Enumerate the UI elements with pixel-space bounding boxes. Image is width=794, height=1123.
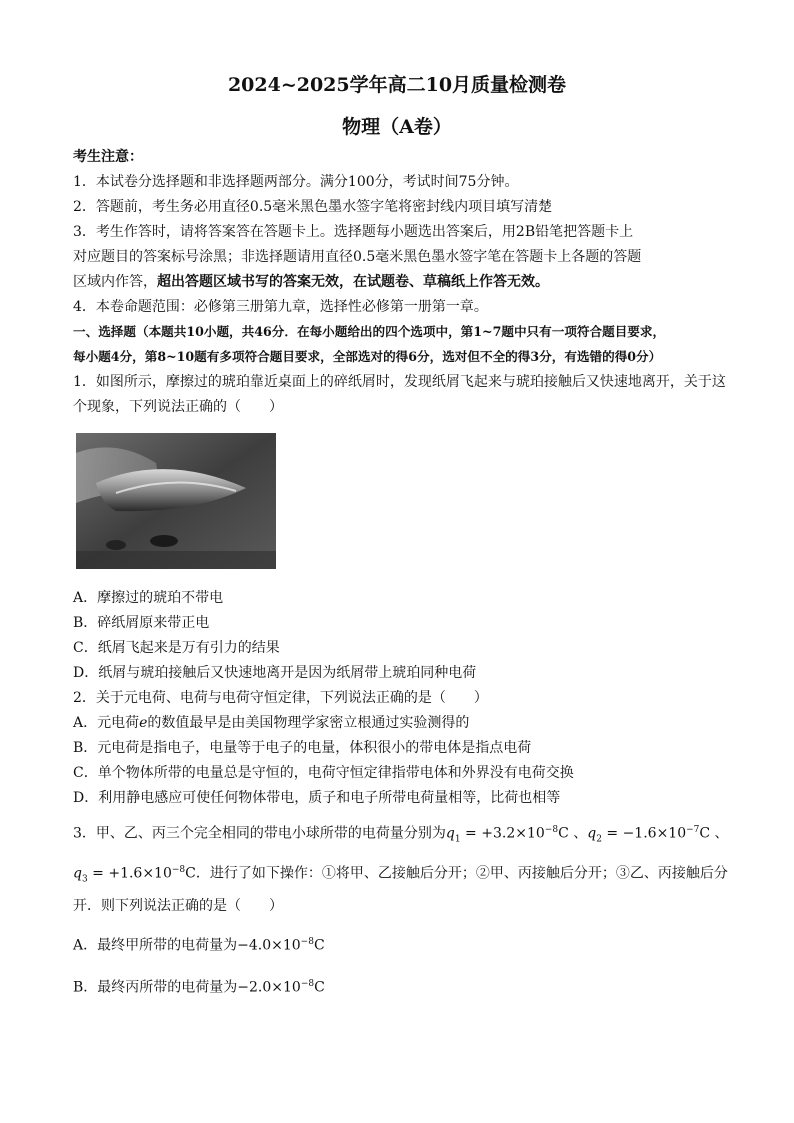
q1-option-d: D．纸屑与琥珀接触后又快速地离开是因为纸屑带上琥珀同种电荷 — [73, 665, 477, 681]
q3-q3-symbol: q — [73, 865, 82, 882]
notice-item-1: 1．本试卷分选择题和非选择题两部分。满分100分，考试时间75分钟。 — [73, 174, 519, 190]
q2-option-a — [73, 713, 733, 733]
q3-q1-unit: C 、 — [558, 825, 588, 842]
q3-stem-line-2 — [73, 860, 733, 889]
q2-option-a-pre: A．元电荷 — [73, 715, 140, 731]
q3-option-b-exponent: −8 — [300, 979, 315, 989]
section-1-instructions-line-1: 一、选择题（本题共10小题，共46分．在每小题给出的四个选项中，第1~7题中只有一项符合题目要求， — [73, 324, 666, 339]
q3-q2-exponent: −7 — [686, 825, 700, 835]
q3-stem-line-1 — [73, 820, 733, 849]
q3-option-a-text: A．最终甲所带的电荷量为−4.0×10 — [73, 937, 301, 954]
q3-option-a-exponent: −8 — [300, 937, 314, 947]
q2-stem: 2．关于元电荷、电荷与电荷守恒定律，下列说法正确的是（ ） — [73, 690, 488, 706]
q1-option-b: B．碎纸屑原来带正电 — [73, 615, 210, 631]
section-1-instructions-line-2: 每小题4分，第8~10题有多项符合题目要求，全部选对的得6分，选对但不全的得3分，有选错的得0分） — [73, 349, 662, 364]
notice-heading: 考生注意： — [73, 149, 143, 165]
q2-option-a-var: e — [139, 715, 148, 731]
exam-title: 2024~2025学年高二10月质量检测卷 — [227, 74, 567, 96]
q3-q1-subscript: 1 — [454, 834, 461, 845]
q3-q2-subscript: 2 — [596, 834, 602, 845]
q1-stem-line-2: 个现象，下列说法正确的（ ） — [73, 399, 283, 415]
exam-subtitle: 物理（A卷） — [342, 116, 452, 138]
q1-option-a: A．摩擦过的琥珀不带电 — [73, 590, 224, 606]
q3-q3-subscript: 3 — [81, 874, 88, 885]
q1-option-c: C．纸屑飞起来是万有引力的结果 — [73, 640, 280, 656]
amber-photo-graphic — [76, 433, 276, 569]
notice-item-4: 4．本卷命题范围：必修第三册第九章，选择性必修第一册第一章。 — [73, 299, 488, 315]
notice-item-3-line-1: 3．考生作答时，请将答案答在答题卡上。选择题每小题选出答案后，用2B铅笔把答题卡上 — [73, 224, 634, 240]
notice-item-3-line-3 — [73, 272, 733, 292]
q3-q3-value: = +1.6×10 — [87, 865, 172, 882]
q3-option-b-text: B．最终丙所带的电荷量为−2.0×10 — [73, 979, 301, 996]
q3-q2-symbol: q — [587, 825, 597, 842]
q2-option-d: D．利用静电感应可使任何物体带电，质子和电子所带电荷量相等，比荷也相等 — [73, 790, 561, 806]
q2-option-c: C．单个物体所带的电量总是守恒的，电荷守恒定律指带电体和外界没有电荷交换 — [73, 765, 574, 781]
q3-q3-exponent: −8 — [171, 865, 186, 875]
q2-option-a-post: 的数值最早是由美国物理学家密立根通过实验测得的 — [147, 715, 470, 731]
notice-item-3-bold: 超出答题区域书写的答案无效，在试题卷、草稿纸上作答无效。 — [157, 274, 549, 290]
q3-option-a-unit: C — [313, 937, 325, 954]
amber-paper-photo — [76, 433, 276, 569]
q3-q1-exponent: −8 — [544, 825, 559, 835]
q3-q2-unit: C 、 — [699, 825, 729, 842]
notice-item-2: 2．答题前，考生务必用直径0.5毫米黑色墨水签字笔将密封线内项目填写清楚 — [73, 199, 553, 215]
q3-option-b-unit: C — [314, 979, 325, 996]
q1-stem-line-1: 1．如图所示，摩擦过的琥珀靠近桌面上的碎纸屑时，发现纸屑飞起来与琥珀接触后又快速地离开，关于这 — [73, 374, 726, 390]
q3-q1-value: = +3.2×10 — [460, 825, 545, 842]
q3-option-a — [73, 932, 733, 956]
q3-option-b — [73, 974, 733, 998]
q3-q1-symbol: q — [445, 825, 455, 842]
notice-item-3-line-2: 对应题目的答案标号涂黑；非选择题请用直径0.5毫米黑色墨水签字笔在答题卡上各题的答题 — [73, 249, 642, 265]
q2-option-b: B．元电荷是指电子，电量等于电子的电量，体积很小的带电体是指点电荷 — [73, 740, 532, 756]
notice-item-3-normal: 区域内作答， — [73, 274, 157, 290]
q3-stem-pre: 3．甲、乙、丙三个完全相同的带电小球所带的电荷量分别为 — [73, 825, 446, 842]
q3-stem-line-3: 开．则下列说法正确的是（ ） — [73, 898, 283, 914]
q3-q3-unit: C．进行了如下操作：①将甲、乙接触后分开；②甲、丙接触后分开；③乙、丙接触后分 — [185, 865, 728, 882]
q3-q2-value: = −1.6×10 — [601, 825, 687, 842]
